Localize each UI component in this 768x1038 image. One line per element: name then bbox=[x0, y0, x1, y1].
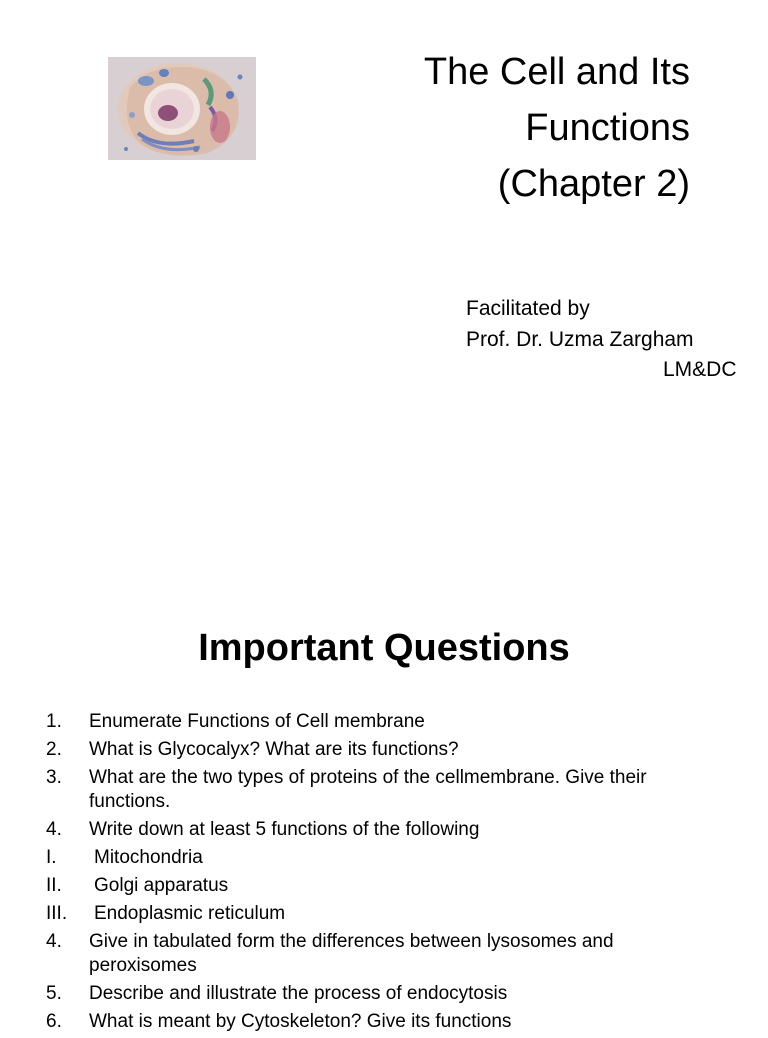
organization-label: LM&DC bbox=[663, 358, 737, 381]
item-text: What is Glycocalyx? What are its functions? bbox=[89, 739, 459, 760]
list-item bbox=[46, 818, 726, 842]
question-list bbox=[46, 710, 726, 1038]
cell-diagram-icon bbox=[108, 57, 256, 160]
item-text: What are the two types of proteins of the cellmembrane. Give their functions. bbox=[89, 767, 647, 812]
item-number: 4. bbox=[46, 819, 62, 840]
list-item bbox=[46, 902, 726, 926]
item-text: Endoplasmic reticulum bbox=[94, 903, 286, 924]
slide-divider bbox=[0, 512, 768, 513]
item-number: 4. bbox=[46, 931, 62, 952]
list-item bbox=[46, 738, 726, 762]
item-text: Mitochondria bbox=[94, 847, 203, 868]
list-item bbox=[46, 766, 726, 814]
item-number: 5. bbox=[46, 983, 62, 1004]
item-text: Golgi apparatus bbox=[94, 875, 229, 896]
list-item bbox=[46, 982, 726, 1006]
item-number: 3. bbox=[46, 767, 62, 788]
item-number: I. bbox=[46, 847, 57, 868]
list-item bbox=[46, 1010, 726, 1034]
item-number: III. bbox=[46, 903, 68, 924]
item-text: What is meant by Cytoskeleton? Give its functions bbox=[89, 1011, 512, 1032]
slide-title bbox=[424, 44, 690, 212]
list-item bbox=[46, 930, 726, 978]
item-number: 1. bbox=[46, 711, 62, 732]
cell-diagram-image bbox=[108, 57, 256, 160]
section-heading: Important Questions bbox=[198, 627, 570, 669]
item-number: 2. bbox=[46, 739, 62, 760]
item-text: Enumerate Functions of Cell membrane bbox=[89, 711, 425, 732]
item-text: Give in tabulated form the differences between lysosomes and peroxisomes bbox=[89, 931, 614, 976]
item-number: 6. bbox=[46, 1011, 62, 1032]
list-item bbox=[46, 846, 726, 870]
item-number: II. bbox=[46, 875, 62, 896]
title-line-3: (Chapter 2) bbox=[497, 163, 690, 205]
facilitated-label: Facilitated by bbox=[466, 297, 590, 320]
title-line-2: Functions bbox=[525, 107, 690, 149]
list-item bbox=[46, 874, 726, 898]
title-line-1: The Cell and Its bbox=[423, 51, 690, 93]
facilitator-block bbox=[466, 293, 737, 384]
facilitator-name: Prof. Dr. Uzma Zargham bbox=[466, 328, 694, 351]
list-item bbox=[46, 710, 726, 734]
item-text: Write down at least 5 functions of the following bbox=[89, 819, 480, 840]
item-text: Describe and illustrate the process of endocytosis bbox=[89, 983, 508, 1004]
